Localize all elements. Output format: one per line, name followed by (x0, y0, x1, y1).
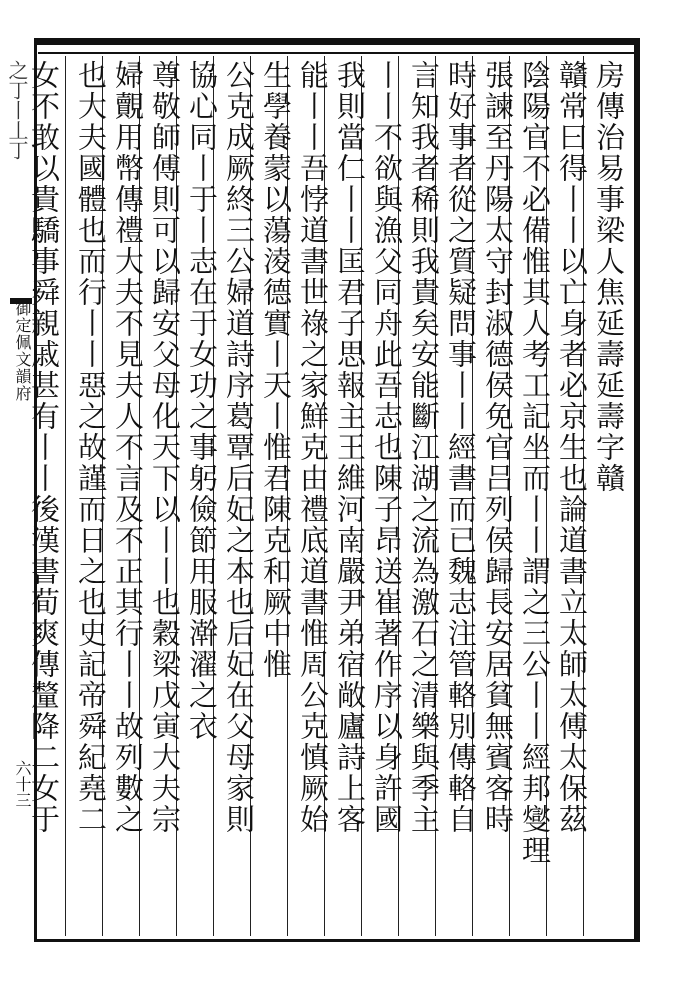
text-column-16: 女不敢以貴驕事舜親戚甚有丨丨後漢書荀爽傳釐降二女于 (27, 60, 61, 835)
top-rule (38, 52, 636, 54)
text-column-4: 張諫至丹陽太守封淑德侯免官吕列侯歸長安居貧無賓客時 (481, 60, 515, 835)
text-column-14: 婦覿用幣傳禮大夫不見夫人不言及不正其行丨丨故列數之 (111, 60, 145, 835)
text-column-1: 房傳治易事梁人焦延壽延壽字贛 (592, 60, 626, 494)
text-column-11: 公克成厥終三公婦道詩序葛覃后妃之本也后妃在父母家則 (222, 60, 256, 835)
previous-page-edge-text: 之丁丨丄丁 (5, 60, 29, 160)
text-column-10: 生學養蒙以蕩淩德實丨天丨惟君陳克和厥中惟 (259, 60, 293, 680)
book-title: 御定佩文韻府 (13, 300, 32, 402)
text-column-15: 也大夫國體也而行丨丨惡之故謹而日之也史記帝舜紀堯二 (74, 60, 108, 835)
text-column-5: 時好事者從之質疑問事丨丨經書而已魏志注管輅別傳輅自 (444, 60, 478, 835)
page-number: 六十三 (13, 760, 32, 808)
text-column-9: 能丨丨吾悖道書世祿之家鮮克由禮底道書惟周公克慎厥始 (296, 60, 330, 835)
text-column-7: 丨丨不欲與漁父同舟此吾志也陳子昂送崔著作序以身許國 (370, 60, 404, 835)
text-column-12: 協心同丨于丨志在于女功之事躬儉節用服澣濯之衣 (185, 60, 219, 742)
text-column-13: 尊敬師傅則可以歸安父母化天下以丨丨也穀梁戊寅大夫宗 (148, 60, 182, 835)
text-column-6: 言知我者稀則我貴矣安能斷江湖之流為激石之清樂與季主 (407, 60, 441, 835)
text-column-2: 贛常曰得丨丨以亡身者必京生也論道書立太師太傅太保茲 (555, 60, 589, 835)
text-column-3: 陰陽官不必備惟其人考工記坐而丨丨謂之三公丨丨經邦燮理 (518, 60, 552, 866)
text-column-8: 我則當仁丨丨匡君子思報主王維河南嚴尹弟宿敞廬詩上客 (333, 60, 367, 835)
